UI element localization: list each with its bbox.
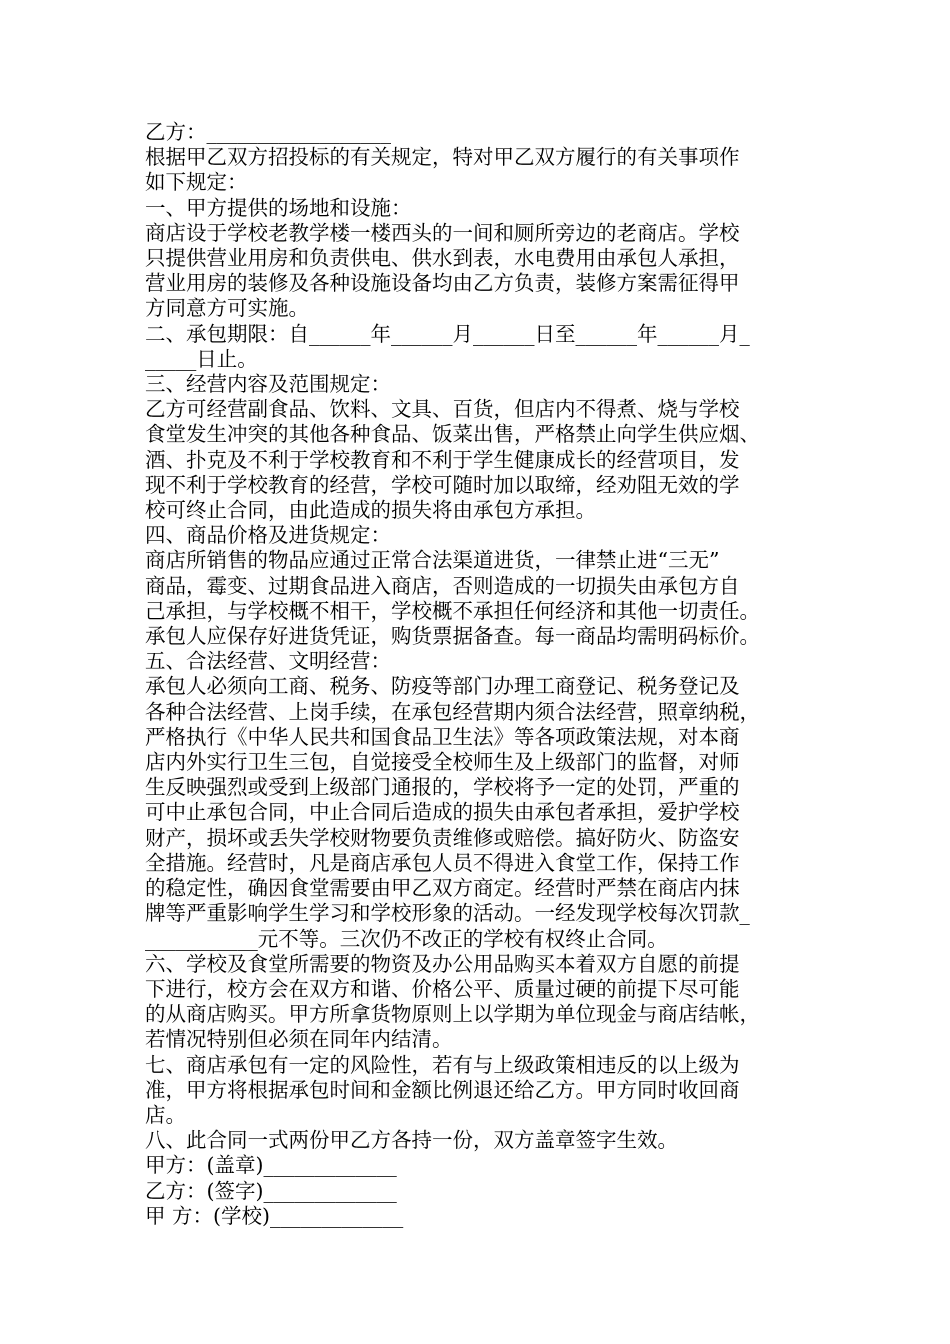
- line-s4-3: 己承担，与学校概不相干，学校概不承担任何经济和其他一切责任。: [145, 598, 760, 623]
- line-s3-1: 乙方可经营副食品、饮料、文具、百货，但店内不得煮、烧与学校: [145, 397, 740, 422]
- line-s7-1: 准，甲方将根据承包时间和金额比例退还给乙方。甲方同时收回商: [145, 1077, 740, 1102]
- line-s3-4: 现不利于学校教育的经营，学校可随时加以取缔，经劝阻无效的学: [145, 472, 740, 497]
- line-s5-3: 严格执行《中华人民共和国食品卫生法》等各项政策法规，对本商: [145, 724, 740, 749]
- heading-section-4: 四、商品价格及进货规定：: [145, 523, 391, 548]
- line-s4-4: 承包人应保存好进货凭证，购货票据备查。每一商品均需明码标价。: [145, 624, 760, 649]
- line-s6-2: 的从商店购买。甲方所拿货物原则上以学期为单位现金与商店结帐，: [145, 1002, 760, 1027]
- line-party-b: 乙方：__________________: [145, 120, 391, 144]
- line-s1-2: 只提供营业用房和负责供电、供水到表，水电费用由承包人承担，: [145, 246, 740, 271]
- line-s5-7: 财产，损坏或丢失学校财物要负责维修或赔偿。搞好防火、防盗安: [145, 825, 740, 850]
- line-s3-3: 酒、扑克及不利于学校教育和不利于学生健康成长的经营项目，发: [145, 447, 740, 472]
- line-s5-10: 牌等严重影响学生学习和学校形象的活动。一经发现学校每次罚款_: [145, 901, 750, 926]
- heading-section-1: 一、甲方提供的场地和设施：: [145, 195, 412, 220]
- line-s5-6: 可中止承包合同，中止合同后造成的损失由承包者承担，爱护学校: [145, 800, 740, 825]
- signature-party-a-school: 甲 方：(学校)_____________: [145, 1203, 404, 1228]
- line-s1-3: 营业用房的装修及各种设施设备均由乙方负责，装修方案需征得甲: [145, 271, 740, 296]
- line-s5-1: 承包人必须向工商、税务、防疫等部门办理工商登记、税务登记及: [145, 674, 740, 699]
- line-s5-2: 各种合法经营、上岗手续，在承包经营期内须合法经营，照章纳税，: [145, 699, 760, 724]
- line-s4-1: 商店所销售的物品应通过正常合法渠道进货，一律禁止进“三无”: [145, 548, 720, 573]
- line-intro-1: 根据甲乙双方招投标的有关规定，特对甲乙双方履行的有关事项作: [145, 145, 740, 170]
- contract-body: [145, 120, 815, 1229]
- line-s6-1: 下进行，校方会在双方和谐、价格公平、质量过硬的前提下尽可能: [145, 976, 740, 1001]
- line-s6-3: 若情况特别但必须在同年内结清。: [145, 1027, 453, 1052]
- line-s4-2: 商品，霉变、过期食品进入商店，否则造成的一切损失由承包方自: [145, 573, 740, 598]
- heading-section-3: 三、经营内容及范围规定：: [145, 372, 391, 397]
- heading-section-6: 六、学校及食堂所需要的物资及办公用品购买本着双方自愿的前提: [145, 951, 740, 976]
- heading-section-8: 八、此合同一式两份甲乙方各持一份，双方盖章签字生效。: [145, 1128, 678, 1153]
- line-s3-5: 校可终止合同，由此造成的损失将由承包方承担。: [145, 498, 596, 523]
- signature-party-a-seal: 甲方：(盖章)_____________: [145, 1153, 397, 1178]
- line-s2-1: _____日止。: [145, 346, 258, 371]
- heading-section-5: 五、合法经营、文明经营：: [145, 649, 391, 674]
- signature-party-b-sign: 乙方：(签字)_____________: [145, 1178, 397, 1203]
- line-s3-2: 食堂发生冲突的其他各种食品、饭菜出售，严格禁止向学生供应烟、: [145, 422, 760, 447]
- line-s7-2: 店。: [145, 1102, 186, 1127]
- line-s5-8: 全措施。经营时，凡是商店承包人员不得进入食堂工作，保持工作: [145, 850, 740, 875]
- line-s1-4: 方同意方可实施。: [145, 296, 309, 321]
- line-intro-2: 如下规定：: [145, 170, 248, 195]
- heading-section-7: 七、商店承包有一定的风险性，若有与上级政策相违反的以上级为: [145, 1052, 740, 1077]
- line-s5-11: ___________元不等。三次仍不改正的学校有权终止合同。: [145, 926, 668, 951]
- heading-section-2: 二、承包期限：自______年______月______日至______年______月_: [145, 321, 750, 346]
- line-s1-1: 商店设于学校老教学楼一楼西头的一间和厕所旁边的老商店。学校: [145, 220, 740, 245]
- line-s5-9: 的稳定性，确因食堂需要由甲乙双方商定。经营时严禁在商店内抹: [145, 876, 740, 901]
- line-s5-4: 店内外实行卫生三包，自觉接受全校师生及上级部门的监督，对师: [145, 750, 740, 775]
- line-s5-5: 生反映强烈或受到上级部门通报的，学校将予一定的处罚，严重的: [145, 775, 740, 800]
